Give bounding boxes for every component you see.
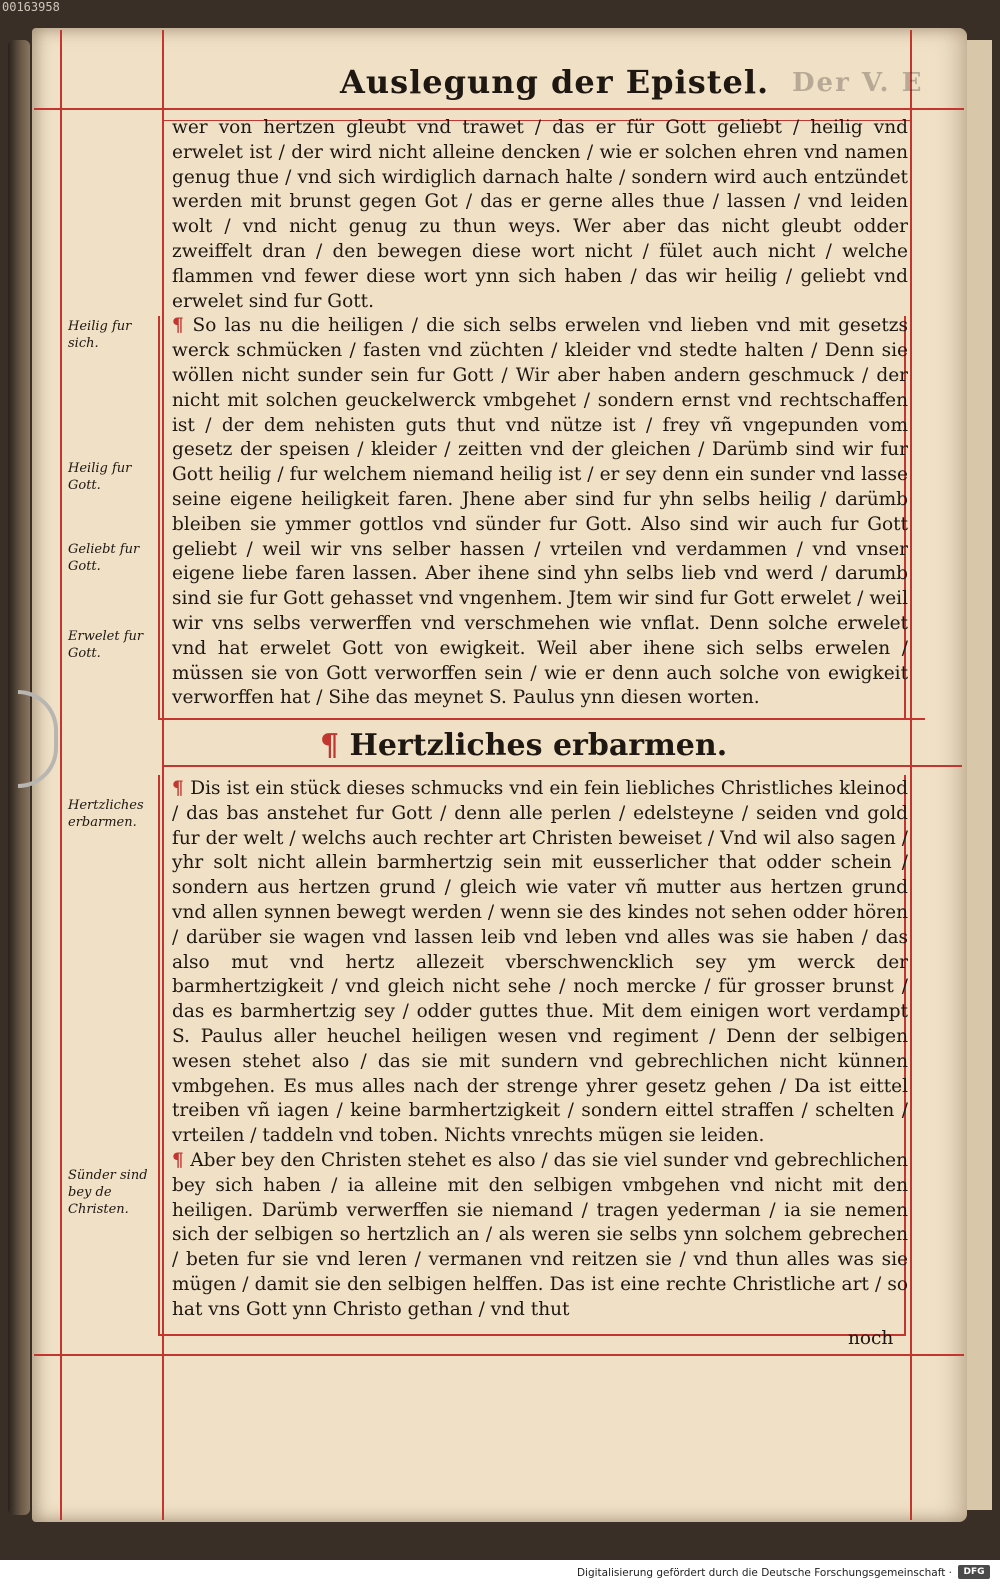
- section-title-text: Hertzliches erbarmen.: [349, 728, 728, 763]
- text-block-lower: [172, 777, 908, 1323]
- margin-note-erbarmen: Hertzliches erbarmen.: [68, 798, 144, 830]
- shelf-id: 00163958: [2, 0, 60, 14]
- catchword: noch: [848, 1328, 894, 1349]
- pilcrow-mark: ¶: [172, 778, 191, 799]
- margin-note-heilig-gott: Heilig fur Gott.: [68, 461, 132, 493]
- rule-box1-bottom: [158, 718, 925, 720]
- pilcrow-mark: ¶: [172, 1149, 191, 1171]
- margin-note-erwelet: Erwelet fur Gott.: [68, 629, 144, 661]
- rule-left-outer: [60, 30, 62, 1520]
- section-title: [320, 728, 728, 763]
- next-page-head: Der V. E: [792, 68, 924, 98]
- pilcrow-mark: ¶: [320, 728, 350, 763]
- footer-credit: Digitalisierung gefördert durch die Deutsche Forschungsgemeinschaft ·: [576, 1567, 952, 1579]
- margin-note-suender: Sünder sind bey de Christen.: [68, 1168, 148, 1217]
- paragraph-2-text: So las nu die heiligen / die sich selbs erwelen vnd lieben vnd mit gesetzs werck schmücken / fasten vnd züchten / kleider vnd stedte halten / Denn sie wöllen nicht sunder sein fur Gott / Wir aber haben andern geschmuck / der nicht mit solchen geuckelwerck vmbgehet / sondern ernst vnd rechtschaffen ist / der dem nehisten guts thut vnd nütze ist / frey vñ vngepunden vom gesetz der speisen / kleider / zeitten vnd der gleichen / Darümb sind wir fur Gott heilig / fur welchem niemand heilig ist / er sey denn ein sunder vnd lasse seine eigene heiligkeit faren. Jhene aber sind fur yhn selbs heilig / darümb bleiben sie ymmer gottlos vnd sünder fur Gott. Also sind wir auch fur Gott geliebt / weil wir vns selber hassen / vrteilen vnd verdammen / vnd vnser eigene liebe faren lassen. Aber ihene sind yhn selbs lieb vnd werd / darumb sind sie fur Gott gehasset vnd vngenhem. Jtem wir sind fur Gott erwelet / weil wir vns selbs verwerffen vnd verschmehen wie vnflat. Denn solche erwelet vnd hat erwelet Gott von ewigkeit. Weil aber ihene sich selbs erwelen / müssen sie von Gott verworffen sein / wie er denn auch solche von ewigkeit verworffen hat / Sihe das meynet S. Paulus ynn diesen worten.: [172, 315, 908, 709]
- rule-box2-left: [158, 775, 160, 1335]
- margin-note-heilig-sich: Heilig fur sich.: [68, 319, 132, 351]
- rule-right: [910, 30, 912, 1520]
- paragraph-3: [172, 777, 908, 1149]
- paragraph-4: [172, 1149, 908, 1323]
- margin-note-geliebt: Geliebt fur Gott.: [68, 542, 140, 574]
- text-block-upper: [172, 116, 908, 711]
- paragraph-4-text: Aber bey den Christen stehet es also / das sie viel sunder vnd gebrechlichen bey sich haben / ia alleine mit den selbigen vmbgehen vnd nicht mit den heiligen. Darümb verwerffen sie niemand / tragen yederman / ia sie nemen sich der selbigen so hertzlich an / als weren sie selbs ynn solchem gebrechen / beten fur sie vnd leren / vermanen vnd reitzen sie / vnd thun alles was sie mügen / damit sie den selbigen helffen. Das ist eine rechte Christliche art / so hat vns Gott ynn Christo gethan / vnd thut: [172, 1149, 908, 1320]
- pilcrow-mark: ¶: [172, 315, 193, 337]
- paragraph-1: wer von hertzen gleubt vnd trawet / das er für Gott geliebt / heilig vnd erwelet ist / der wird nicht alleine dencken / wie er solchen ehren vnd namen genug thue / vnd sich wirdiglich darnach halte / sondern wird auch entzündet werden mit brunst gegen Got / das er gerne alles thue / lassen / vnd leiden wolt / vnd nicht genug zu thun weys. Wer aber das nicht gleubt odder zweiffelt dran / den bewegen diese wort nicht / fület auch nicht / welche flammen vnd fewer diese wort ynn sich haben / das wir heilig / geliebt vnd erwelet sind fur Gott.: [172, 117, 908, 312]
- rule-foot: [34, 1354, 964, 1356]
- rule-box2-bottom: [158, 1334, 906, 1336]
- running-head: Auslegung der Epistel.: [340, 63, 770, 101]
- dfg-logo: DFG: [958, 1565, 990, 1579]
- rule-head-bottom: [34, 108, 964, 110]
- rule-section-bottom: [162, 765, 962, 767]
- paragraph-2: [172, 314, 908, 711]
- rule-left-inner: [162, 30, 164, 1520]
- paragraph-3-text: Dis ist ein stück dieses schmucks vnd ein fein liebliches Christliches kleinod / das bas anstehet fur Gott / denn alle perlen / edelsteyne / seiden vnd gold fur der welt / welchs auch rechter art Christen beweiset / Vnd wil also sagen / yhr solt nicht allein barmhertzig sein mit eusserlicher that odder schein / sondern aus hertzen grund / gleich wie vater vñ mutter aus hertzen grund vnd allen synnen bewegt werden / wenn sie des kindes not sehen odder hören / darüber sie wagen vnd lassen leib vnd leben vnd alles was sie haben / das also mut vnd hertz allezeit vberschwencklich sey ym werck der barmhertzigkeit / vnd gleich nicht sehe / noch mercke / für grosser brunst / das es barmhertzig sey / odder guttes thue. Mit dem einigen wort verdampt S. Paulus aller heuchel heiligen wesen vnd regiment / Denn der selbigen wesen stehet also / das sie mit sundern vnd gebrechlichen nicht künnen vmbgehen. Es mus alles nach der strenge yhrer gesetz gehen / Da ist eittel treiben vñ iagen / keine barmhertzigkeit / sondern eittel straffen / schelten / vrteilen / taddeln vnd toben. Nichts vnrechts mügen sie leiden.: [172, 778, 908, 1147]
